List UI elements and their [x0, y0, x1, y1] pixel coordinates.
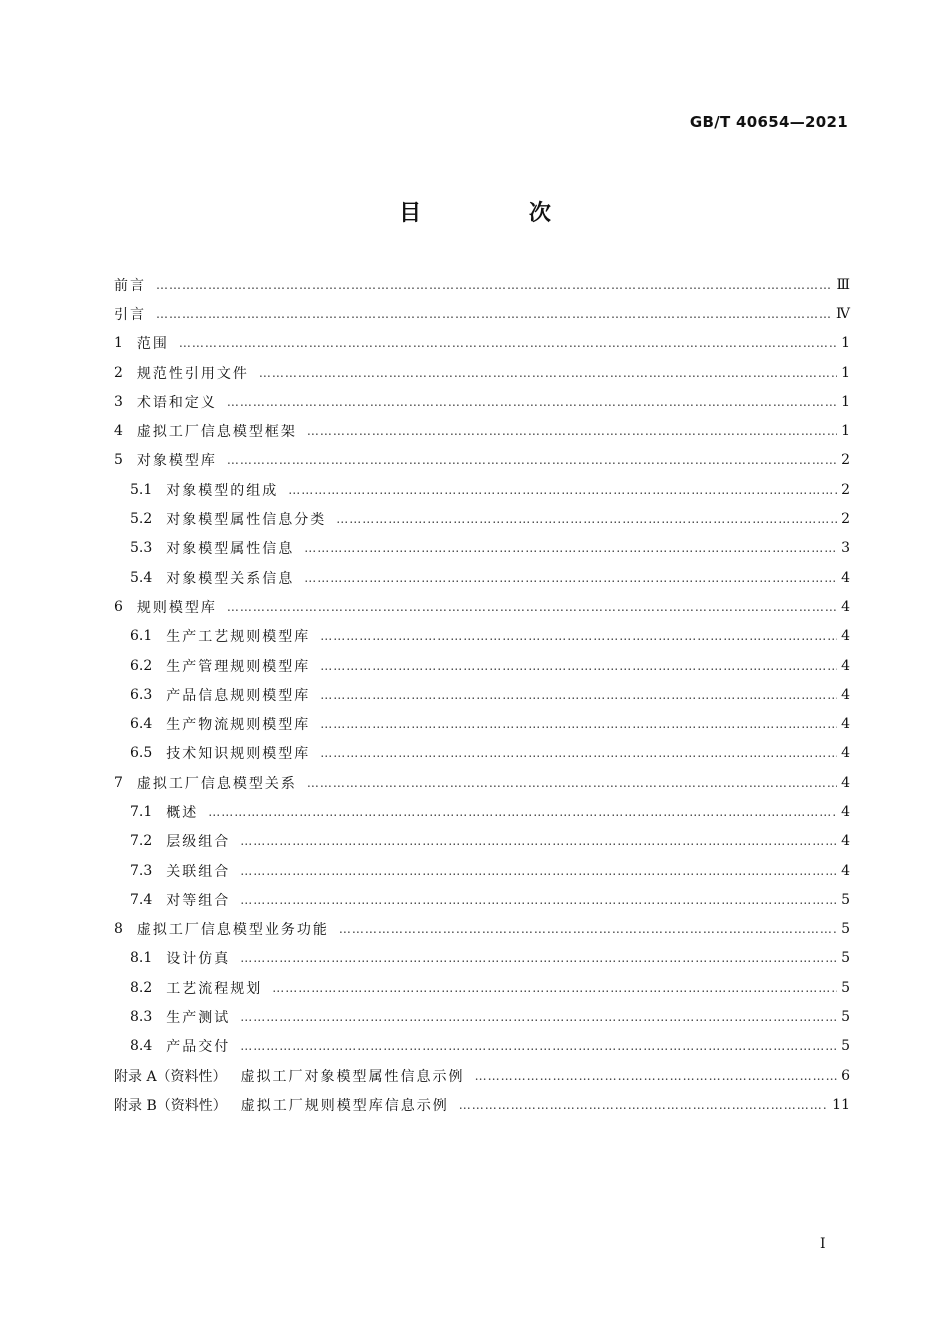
toc-entry[interactable] — [114, 797, 850, 826]
toc-entry-number: 7.2 — [130, 833, 153, 850]
toc-entry-number: 8 — [114, 921, 123, 938]
toc-entry-label: 设计仿真 — [166, 951, 231, 968]
toc-entry-number: 附录 B（资料性） — [114, 1097, 227, 1114]
dot-leader — [259, 366, 837, 380]
toc-entry-label: 层级组合 — [166, 834, 231, 851]
dot-leader — [339, 922, 837, 936]
toc-entry-page: 4 — [841, 569, 850, 586]
toc-entry-label: 对象模型关系信息 — [166, 570, 295, 587]
toc-entry[interactable] — [114, 680, 850, 709]
dot-leader — [304, 541, 837, 555]
toc-entry-page: 1 — [841, 423, 850, 440]
toc-entry-page: 4 — [841, 657, 850, 674]
toc-entry[interactable] — [114, 387, 850, 416]
toc-entry-page: 4 — [841, 686, 850, 703]
toc-entry-label: 对等组合 — [166, 892, 231, 909]
toc-entry[interactable] — [114, 622, 850, 651]
toc-entry-number: 6.2 — [130, 657, 153, 674]
toc-entry-label: 虚拟工厂规则模型库信息示例 — [240, 1097, 449, 1114]
toc-entry-number: 4 — [114, 423, 123, 440]
toc-entry-number: 5 — [114, 452, 123, 469]
toc-entry-label: 生产工艺规则模型库 — [166, 629, 311, 646]
toc-entry-number: 2 — [114, 364, 123, 381]
dot-leader — [156, 307, 832, 321]
toc-entry[interactable] — [114, 358, 850, 387]
toc-entry-page: 11 — [832, 1096, 850, 1113]
toc-entry-number: 8.2 — [130, 979, 153, 996]
toc-entry-label: 前言 — [114, 277, 146, 294]
dot-leader — [240, 1010, 837, 1024]
toc-entry-page: 2 — [841, 511, 850, 528]
dot-leader — [240, 1039, 837, 1053]
toc-entry-label: 概述 — [166, 804, 199, 821]
toc-entry-number: 6.1 — [130, 628, 153, 645]
dot-leader — [307, 424, 837, 438]
toc-entry-label: 对象模型的组成 — [166, 482, 279, 499]
dot-leader — [240, 951, 837, 965]
toc-entry-page: 2 — [841, 481, 850, 498]
toc-entry-label: 虚拟工厂信息模型业务功能 — [136, 922, 329, 939]
toc-entry[interactable] — [114, 446, 850, 475]
toc-entry-page: 4 — [841, 862, 850, 879]
toc-entry-page: 5 — [841, 979, 850, 996]
toc-entry-label: 范围 — [136, 336, 169, 353]
toc-entry-label: 对象模型属性信息 — [166, 541, 295, 558]
dot-leader — [475, 1069, 838, 1083]
toc-entry-number: 5.2 — [130, 511, 153, 528]
toc-entry-page: 1 — [841, 364, 850, 381]
toc-entry-label: 生产测试 — [166, 1010, 231, 1027]
toc-entry-page: 4 — [841, 628, 850, 645]
toc-entry-number: 1 — [114, 335, 123, 352]
toc-entry-label: 引言 — [114, 306, 146, 323]
toc-entry[interactable] — [114, 1002, 850, 1031]
toc-entry[interactable] — [114, 416, 850, 445]
toc-entry-label: 生产管理规则模型库 — [166, 658, 311, 675]
toc-entry[interactable] — [114, 475, 850, 504]
toc-entry[interactable] — [114, 1061, 850, 1090]
toc-entry-number: 5.4 — [130, 569, 153, 586]
toc-entry-page: 4 — [841, 833, 850, 850]
dot-leader — [179, 336, 837, 350]
toc-entry-label: 生产物流规则模型库 — [166, 717, 311, 734]
toc-entry[interactable] — [114, 915, 850, 944]
toc-entry[interactable] — [114, 299, 850, 328]
toc-entry-page: 5 — [841, 891, 850, 908]
toc-entry-page: 5 — [841, 1009, 850, 1026]
dot-leader — [288, 483, 837, 497]
toc-entry-page: Ⅳ — [836, 305, 850, 322]
toc-entry-number: 3 — [114, 393, 123, 410]
toc-entry-number: 7.4 — [130, 891, 153, 908]
toc-entry-page: 5 — [841, 950, 850, 967]
toc-entry-page: 6 — [841, 1067, 850, 1084]
toc-entry-number: 7.3 — [130, 862, 153, 879]
toc-entry-label: 虚拟工厂信息模型关系 — [136, 775, 297, 792]
dot-leader — [227, 600, 837, 614]
toc-entry[interactable] — [114, 885, 850, 914]
toc-entry-page: 4 — [841, 803, 850, 820]
dot-leader — [320, 746, 837, 760]
toc-entry-label: 关联组合 — [166, 863, 231, 880]
dot-leader — [320, 659, 837, 673]
toc-entry-number: 6 — [114, 598, 123, 615]
toc-entry-number: 8.3 — [130, 1009, 153, 1026]
toc-entry-page: 1 — [841, 393, 850, 410]
toc-entry-page: 3 — [841, 540, 850, 557]
standard-code: GB/T 40654—2021 — [689, 113, 848, 131]
table-of-contents — [114, 270, 850, 1120]
toc-entry-number: 附录 A（资料性） — [114, 1068, 227, 1085]
toc-entry-page: 1 — [841, 335, 850, 352]
toc-entry-label: 虚拟工厂信息模型框架 — [136, 424, 297, 441]
toc-entry-label: 规范性引用文件 — [136, 365, 249, 382]
dot-leader — [320, 629, 837, 643]
toc-entry[interactable] — [114, 534, 850, 563]
toc-entry-page: 4 — [841, 716, 850, 733]
toc-entry[interactable] — [114, 1090, 850, 1119]
dot-leader — [336, 512, 837, 526]
toc-entry[interactable] — [114, 856, 850, 885]
toc-entry-label: 对象模型属性信息分类 — [166, 512, 327, 529]
toc-entry-number: 8.1 — [130, 950, 153, 967]
dot-leader — [304, 571, 837, 585]
toc-entry-number: 7 — [114, 774, 123, 791]
toc-entry-page: 2 — [841, 452, 850, 469]
toc-entry[interactable] — [114, 1032, 850, 1061]
page-title: 目 次 — [399, 201, 601, 226]
toc-entry-page: 4 — [841, 745, 850, 762]
toc-entry-label: 工艺流程规划 — [166, 980, 263, 997]
toc-entry-label: 产品信息规则模型库 — [166, 687, 311, 704]
toc-entry-number: 6.5 — [130, 745, 153, 762]
dot-leader — [227, 395, 837, 409]
dot-leader — [459, 1098, 828, 1112]
toc-entry[interactable] — [114, 709, 850, 738]
toc-entry-page: 4 — [841, 774, 850, 791]
toc-entry-label: 规则模型库 — [136, 599, 217, 616]
toc-entry-number: 6.4 — [130, 716, 153, 733]
toc-entry-page: Ⅲ — [836, 276, 850, 293]
dot-leader — [240, 864, 837, 878]
toc-entry[interactable] — [114, 504, 850, 533]
toc-entry-label: 产品交付 — [166, 1039, 231, 1056]
page-number: Ⅰ — [820, 1236, 826, 1252]
toc-entry-number: 7.1 — [130, 803, 153, 820]
toc-entry-page: 5 — [841, 1038, 850, 1055]
toc-entry-page: 5 — [841, 921, 850, 938]
toc-entry-number: 8.4 — [130, 1038, 153, 1055]
dot-leader — [227, 453, 837, 467]
toc-entry[interactable] — [114, 270, 850, 299]
toc-entry-page: 4 — [841, 598, 850, 615]
dot-leader — [320, 717, 837, 731]
toc-entry-label: 术语和定义 — [136, 394, 217, 411]
toc-entry[interactable] — [114, 592, 850, 621]
toc-entry-number: 5.1 — [130, 481, 153, 498]
toc-entry-number: 5.3 — [130, 540, 153, 557]
toc-entry-label: 虚拟工厂对象模型属性信息示例 — [240, 1068, 465, 1085]
dot-leader — [320, 688, 837, 702]
toc-entry[interactable] — [114, 944, 850, 973]
toc-entry-number: 6.3 — [130, 686, 153, 703]
toc-entry-label: 技术知识规则模型库 — [166, 746, 311, 763]
toc-entry[interactable] — [114, 768, 850, 797]
toc-entry-label: 对象模型库 — [136, 453, 217, 470]
toc-entry[interactable] — [114, 329, 850, 358]
dot-leader — [156, 278, 832, 292]
toc-entry[interactable] — [114, 973, 850, 1002]
dot-leader — [240, 893, 837, 907]
dot-leader — [272, 981, 837, 995]
dot-leader — [208, 805, 837, 819]
toc-entry[interactable] — [114, 739, 850, 768]
dot-leader — [307, 776, 837, 790]
dot-leader — [240, 834, 837, 848]
toc-entry[interactable] — [114, 563, 850, 592]
toc-entry[interactable] — [114, 827, 850, 856]
toc-entry[interactable] — [114, 651, 850, 680]
